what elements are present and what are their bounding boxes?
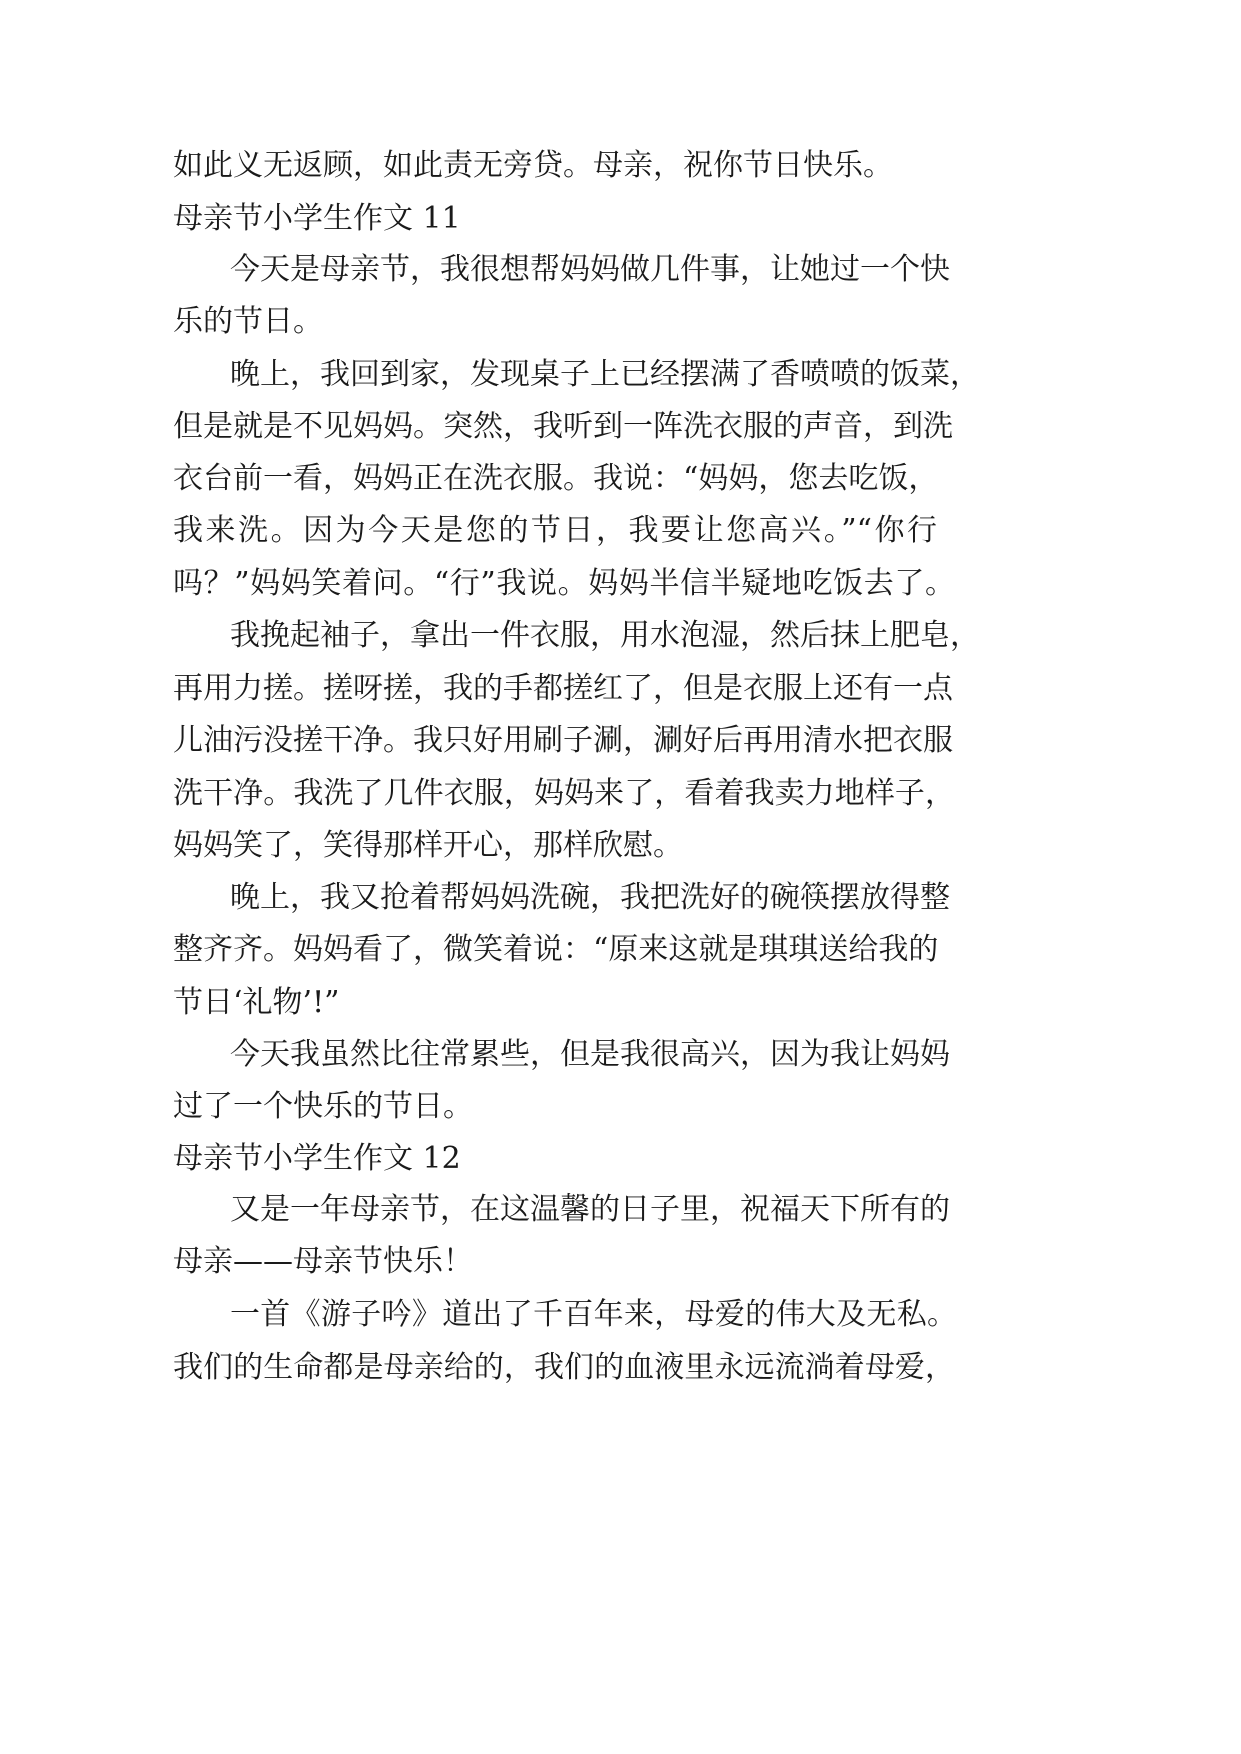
section-heading: 母亲节小学生作文 11 <box>173 201 461 236</box>
text-line: 一首《游子吟》道出了千百年来，母爱的伟大及无私。 <box>230 1297 957 1332</box>
text-line: 整齐齐。妈妈看了，微笑着说：“原来这就是琪琪送给我的 <box>173 932 939 967</box>
text-line: 我们的生命都是母亲给的，我们的血液里永远流淌着母爱， <box>173 1350 955 1385</box>
text-line: 晚上，我回到家，发现桌子上已经摆满了香喷喷的饭菜， <box>230 357 980 392</box>
text-line: 再用力搓。搓呀搓，我的手都搓红了，但是衣服上还有一点 <box>173 671 953 706</box>
text-line: 晚上，我又抢着帮妈妈洗碗，我把洗好的碗筷摆放得整 <box>230 880 950 915</box>
text-line: 我挽起袖子，拿出一件衣服，用水泡湿，然后抹上肥皂， <box>230 618 980 653</box>
text-line: 但是就是不见妈妈。突然，我听到一阵洗衣服的声音，到洗 <box>173 409 953 444</box>
section-heading: 母亲节小学生作文 12 <box>173 1141 461 1176</box>
text-line: 今天我虽然比往常累些，但是我很高兴，因为我让妈妈 <box>230 1037 950 1072</box>
text-line: 洗干净。我洗了几件衣服，妈妈来了，看着我卖力地样子， <box>173 776 955 811</box>
text-line: 如此义无返顾，如此责无旁贷。母亲，祝你节日快乐。 <box>173 148 893 183</box>
text-line: 今天是母亲节，我很想帮妈妈做几件事，让她过一个快 <box>230 252 950 287</box>
text-line: 妈妈笑了，笑得那样开心，那样欣慰。 <box>173 828 683 863</box>
text-line: 吗？”妈妈笑着问。“行”我说。妈妈半信半疑地吃饭去了。 <box>173 566 955 601</box>
text-line: 儿油污没搓干净。我只好用刷子涮，涮好后再用清水把衣服 <box>173 723 953 758</box>
text-line: 节日‘礼物’!” <box>173 985 340 1020</box>
text-line: 衣台前一看，妈妈正在洗衣服。我说：“妈妈，您去吃饭， <box>173 461 939 496</box>
text-line: 我来洗。因为今天是您的节日，我要让您高兴。”“你行 <box>173 513 937 548</box>
text-line: 过了一个快乐的节日。 <box>173 1089 473 1124</box>
text-line: 乐的节日。 <box>173 304 323 339</box>
text-line: 母亲——母亲节快乐！ <box>173 1244 473 1279</box>
text-line: 又是一年母亲节，在这温馨的日子里，祝福天下所有的 <box>230 1192 950 1227</box>
